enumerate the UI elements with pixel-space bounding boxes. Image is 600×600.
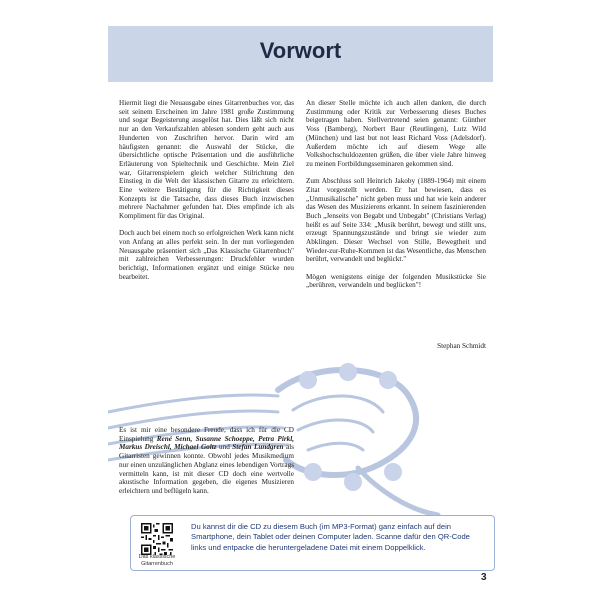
cd-download-box (130, 515, 495, 571)
title-banner (108, 26, 493, 82)
qr-caption: Das klassische Gitarrenbuch (138, 554, 176, 567)
qr-code-icon[interactable] (141, 523, 173, 555)
cd-download-instructions: Du kannst dir die CD zu diesem Buch (im MP3-Format) ganz einfach auf dein Smartphone, dein Tablet oder deinen Computer laden. Scanne dafür den QR-Code links und entpacke die heruntergeladene Datei mit einem Doppelklick. (191, 522, 470, 552)
cd-text-and: und (216, 443, 233, 452)
paragraph: Zum Abschluss soll Heinrich Jakoby (1889-1964) mit einem Zitat vorgestellt werden. Er hat bewiesen, dass es „Unmusikalische" nicht geben muss und hat wie kein anderer das Wesen des Musizierens erkannt. In seinem faszinierenden Buch „Jenseits von Begabt und Unbegabt" (Christians Verlag) heißt es auf Seite 334: „Musik berührt, bewegt und stillt uns, erzeugt Spannungszustände und bringt sie wieder zum Abklingen. Dieser Wechsel von Stille, Bewegtheit und Wieder-zur-Ruhe-Kommen ist das Wesentliche, das Menschen berührt, verwandelt und beglückt." (306, 177, 486, 264)
cd-last-performer: Stefan Lundgren (232, 443, 284, 452)
page-title: Vorwort (259, 38, 342, 63)
paragraph: Mögen wenigstens einige der folgenden Musikstücke Sie „berühren, verwandeln und beglücken"! (306, 272, 486, 290)
cd-text-rest: als Gitarristen gewinnen konnte. Obwohl jedes Musikmedium nur einen unzulänglichen Abglanz eines lebendigen Vortrags vermitteln kann, ist mit dieser CD doch eine wertvolle akustische Information gegeben, die eigenes Musizieren erleichtern und beflügeln kann. (119, 443, 294, 495)
page-number: 3 (481, 572, 487, 583)
paragraph: An dieser Stelle möchte ich auch allen danken, die durch Zustimmung oder Kritik zur Verbesserung dieses Buches beigetragen haben. Stellvertretend seien genannt: Günther Voss (Bamberg), Norbert Baur (Reutlingen), Lutz Wild (München) und last but not least Richard Voss (Adelsdorf). Außerdem möchte ich auf diesem Wege alle Volkshochschuldozenten grüßen, die über viele Jahre hinweg zu meinen Fortbildungsseminaren gekommen sind. (306, 99, 486, 168)
cd-performers: René Senn, Susanne Schoeppe, Petra Pirkl, Markus Dreischl, Michael Goltz (119, 434, 294, 452)
author-signature: Stephan Schmidt (437, 342, 486, 350)
foreword-left-column (119, 99, 294, 290)
paragraph: Doch auch bei einem noch so erfolgreichen Werk kann nicht von Anfang an alles perfekt sein. In der nun vorliegenden Neuausgabe präsentiert sich „Das Klassische Gitarrenbuch" mit zahlreichen Verbesserungen: Druckfehler wurden berichtigt, Informationen ergänzt und einige Stücke neu bearbeitet. (119, 229, 294, 281)
cd-text-intro: Es ist mir eine besondere Freude, dass ich für die CD Einspielung (119, 426, 294, 443)
foreword-right-column (306, 99, 486, 299)
cd-paragraph (119, 426, 294, 496)
paragraph: Hiermit liegt die Neuausgabe eines Gitarrenbuches vor, das seit seinem Erscheinen im Jahre 1981 große Zustimmung und sogar Begeisterung ausgelöst hat. Dies läßt sich nicht nur an den Verkaufszahlen ablesen sondern geht auch aus Hunderten von Zuschriften hervor. Darin wird am häufigsten genannt: die Auswahl der Stücke, die übersichtliche optische Präsentation und die ausführliche Erläuterung von Spieltechnik und Geschichte. Mein Ziel war, Gitarrenspielern gleich welcher Stilrichtung den Einstieg in die Welt der klassischen Gitarre zu erleichtern. Eine weitere Bestätigung für die Richtigkeit dieses Konzepts ist die Tatsache, dass dieses Buch inzwischen mehrere Nachahmer gefunden hat. Dies empfinde ich als Kompliment für das Original. (119, 99, 294, 221)
